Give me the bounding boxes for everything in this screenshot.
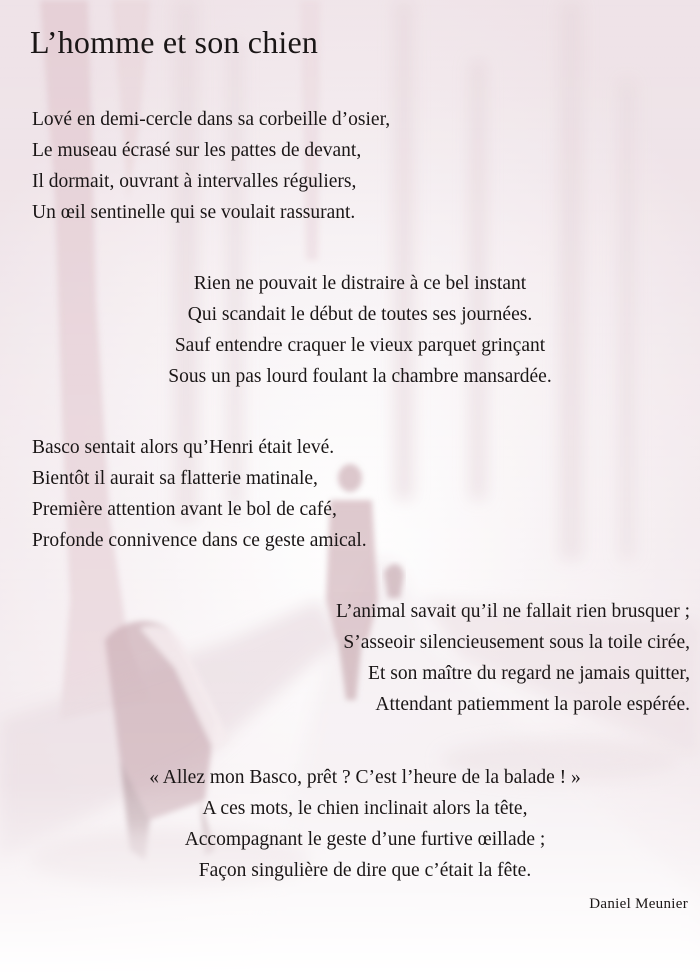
stanza-line: Profonde connivence dans ce geste amical. [32,530,367,551]
stanza-3 [32,432,367,556]
stanza-5 [0,762,700,886]
stanza-line: S’asseoir silencieusement sous la toile cirée, [343,632,690,653]
stanza-line: Sous un pas lourd foulant la chambre mansardée. [168,366,552,387]
stanza-line: Rien ne pouvait le distraire à ce bel instant [193,273,527,294]
stanza-line: Première attention avant le bol de café, [32,499,337,520]
stanza-line: Sauf entendre craquer le vieux parquet grinçant [174,335,546,356]
stanza-line: Accompagnant le geste d’une furtive œillade ; [184,829,546,850]
stanza-1 [32,104,390,228]
stanza-line: Façon singulière de dire que c’était la fête. [198,860,532,881]
stanza-line: Un œil sentinelle qui se voulait rassurant. [32,202,356,223]
stanza-4 [336,596,690,720]
stanza-line: Il dormait, ouvrant à intervalles réguliers, [32,171,357,192]
stanza-line: Et son maître du regard ne jamais quitter, [368,663,690,684]
stanza-line: « Allez mon Basco, prêt ? C’est l’heure de la balade ! » [149,767,581,788]
stanza-2 [0,268,700,392]
stanza-line: L’animal savait qu’il ne fallait rien brusquer ; [336,601,690,622]
stanza-line: Bientôt il aurait sa flatterie matinale, [32,468,318,489]
stanza-line: Attendant patiemment la parole espérée. [375,694,690,715]
stanza-line: Qui scandait le début de toutes ses journées. [187,304,533,325]
stanza-line: Lové en demi-cercle dans sa corbeille d’osier, [32,109,391,130]
stanza-line: Le museau écrasé sur les pattes de devant, [32,140,362,161]
author-signature: Daniel Meunier [589,896,688,912]
poem-title: L’homme et son chien [30,24,319,60]
stanza-line: Basco sentait alors qu’Henri était levé. [32,437,335,458]
stanza-line: A ces mots, le chien inclinait alors la tête, [202,798,528,819]
